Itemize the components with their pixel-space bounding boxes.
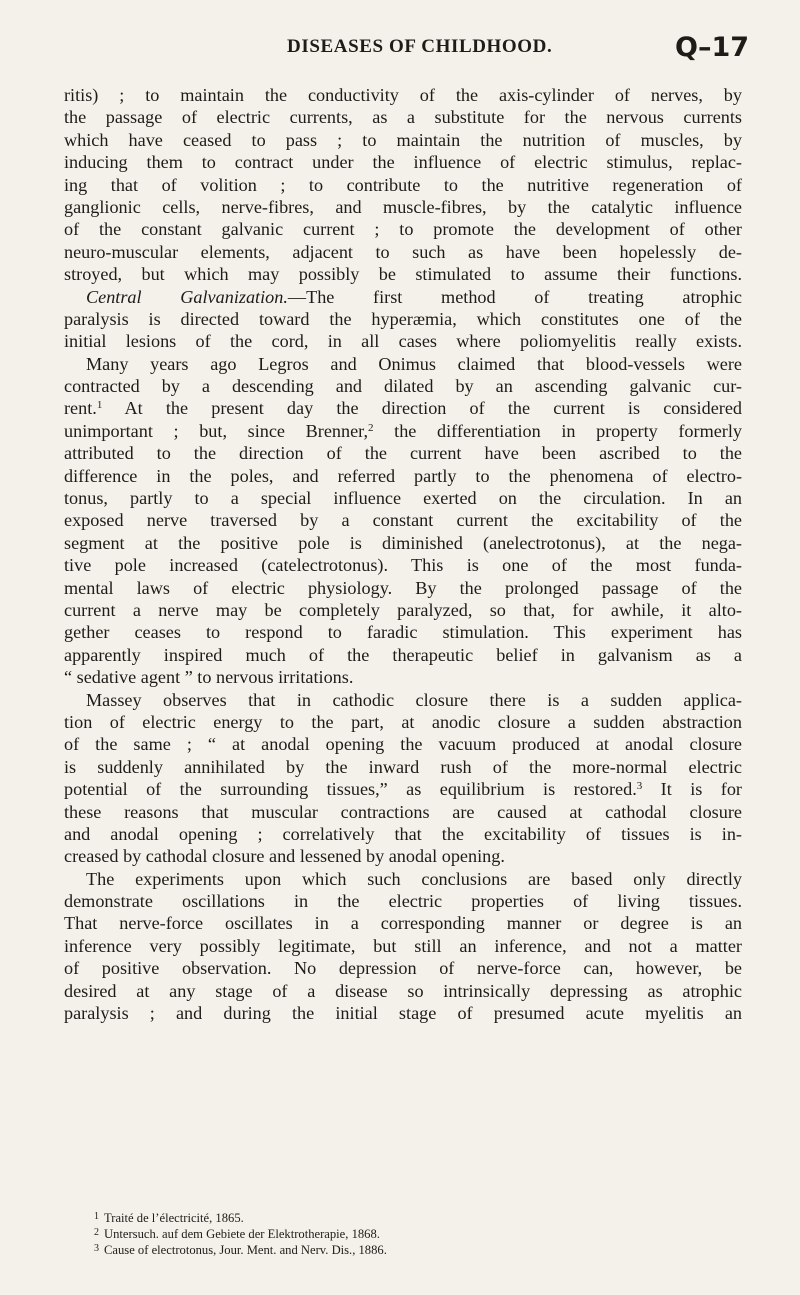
footnote — [94, 1225, 694, 1241]
text-line: current a nerve may be completely paralyzed, so that, for awhile, it alto- — [64, 599, 742, 620]
footnote-text: Traité de l’électricité, 1865. — [104, 1211, 244, 1225]
text-line: “ sedative agent ” to nervous irritations. — [64, 667, 354, 688]
text-line: inducing them to contract under the influence of electric stimulus, replac- — [64, 152, 742, 173]
text-line: contracted by a descending and dilated by an ascending galvanic cur- — [64, 376, 742, 397]
footnote-mark: 3 — [94, 1243, 99, 1254]
text-line: gether ceases to respond to faradic stimulation. This experiment has — [64, 622, 742, 643]
footnotes — [94, 1209, 694, 1257]
text-line — [64, 778, 742, 800]
body-text — [64, 84, 742, 1024]
text-line: the passage of electric currents, as a substitute for the nervous currents — [64, 107, 742, 128]
text-fragment: unimportant ; but, since Brenner, — [64, 420, 369, 441]
text-line: paralysis ; and during the initial stage of presumed acute myelitis an — [64, 1003, 742, 1024]
text-line: creased by cathodal closure and lessened by anodal opening. — [64, 846, 505, 867]
footnote-ref: 3 — [636, 780, 643, 793]
text-line: Many years ago Legros and Onimus claimed that blood-vessels were — [86, 353, 742, 374]
text-line: neuro-muscular elements, adjacent to such as have been hopelessly de- — [64, 241, 742, 262]
footnote-ref: 2 — [368, 421, 374, 434]
text-line: ritis) ; to maintain the conductivity of the axis-cylinder of nerves, by — [64, 85, 742, 105]
running-head: DISEASES OF CHILDHOOD. — [287, 36, 553, 57]
text-line: exposed nerve traversed by a constant current the excitability of the — [64, 510, 742, 531]
footnote-text: Cause of electrotonus, Jour. Ment. and Nerv. Dis., 1886. — [104, 1243, 387, 1257]
text-line: of the constant galvanic current ; to promote the development of other — [64, 219, 742, 240]
text-line: tive pole increased (catelectrotonus). This is one of the most funda- — [64, 555, 742, 576]
text-line — [64, 286, 742, 308]
text-fragment: potential of the surrounding tissues,” as equilibrium is restored. — [64, 779, 637, 800]
text-line: is suddenly annihilated by the inward rush of the more-normal electric — [64, 756, 742, 777]
text-line: tonus, partly to a special influence exerted on the circulation. In an — [64, 488, 742, 509]
text-fragment: the differentiation in property formerly — [373, 420, 742, 441]
text-line: inference very possibly legitimate, but still an inference, and not a matter — [64, 935, 742, 956]
footnote-mark: 2 — [94, 1227, 99, 1238]
text-fragment: —The first method of treating atrophic — [287, 286, 742, 307]
text-line: and anodal opening ; correlatively that the excitability of tissues is in- — [64, 823, 742, 844]
text-line: segment at the positive pole is diminished (anelectrotonus), at the nega- — [64, 532, 742, 553]
section-heading-central-galvanization: Central Galvanization. — [86, 286, 288, 307]
text-line: The experiments upon which such conclusions are based only directly — [86, 868, 742, 889]
text-line: attributed to the direction of the current have been ascribed to the — [64, 443, 742, 464]
text-fragment: rent. — [64, 398, 97, 419]
text-line: mental laws of electric physiology. By the prolonged passage of the — [64, 577, 742, 598]
text-line: difference in the poles, and referred partly to the phenomena of electro- — [64, 465, 742, 486]
footnote-mark: 1 — [94, 1211, 99, 1222]
text-line: of positive observation. No depression of nerve-force can, however, be — [64, 958, 742, 979]
text-line: That nerve-force oscillates in a corresponding manner or degree is an — [64, 913, 742, 934]
footnote-text: Untersuch. auf dem Gebiete der Elektrotherapie, 1868. — [104, 1227, 380, 1241]
footnote-ref: 1 — [96, 399, 103, 412]
text-line: ganglionic cells, nerve-fibres, and muscle-fibres, by the catalytic influence — [64, 196, 742, 217]
text-line: demonstrate oscillations in the electric properties of living tissues. — [64, 891, 742, 912]
text-fragment: It is for — [642, 779, 742, 800]
text-line — [64, 397, 742, 419]
text-line: stroyed, but which may possibly be stimulated to assume their functions. — [64, 264, 742, 285]
page-header — [0, 32, 800, 72]
text-line: desired at any stage of a disease so intrinsically depressing as atrophic — [64, 980, 742, 1001]
text-line: Massey observes that in cathodic closure there is a sudden applica- — [86, 689, 742, 710]
text-line: these reasons that muscular contractions are caused at cathodal closure — [64, 801, 742, 822]
text-fragment: At the present day the direction of the current is considered — [102, 398, 742, 419]
text-line: initial lesions of the cord, in all cases where poliomyelitis really exists. — [64, 331, 742, 352]
text-line: paralysis is directed toward the hyperæmia, which constitutes one of the — [64, 308, 742, 329]
text-line: apparently inspired much of the therapeutic belief in galvanism as a — [64, 644, 742, 665]
text-line: of the same ; “ at anodal opening the vacuum produced at anodal closure — [64, 734, 742, 755]
text-line: which have ceased to pass ; to maintain the nutrition of muscles, by — [64, 129, 742, 150]
text-line: ing that of volition ; to contribute to the nutritive regeneration of — [64, 174, 742, 195]
footnote — [94, 1241, 694, 1257]
text-line: tion of electric energy to the part, at anodic closure a sudden abstraction — [64, 711, 742, 732]
text-line — [64, 420, 742, 442]
footnote — [94, 1209, 694, 1225]
page-number: Q–17 — [675, 32, 750, 63]
